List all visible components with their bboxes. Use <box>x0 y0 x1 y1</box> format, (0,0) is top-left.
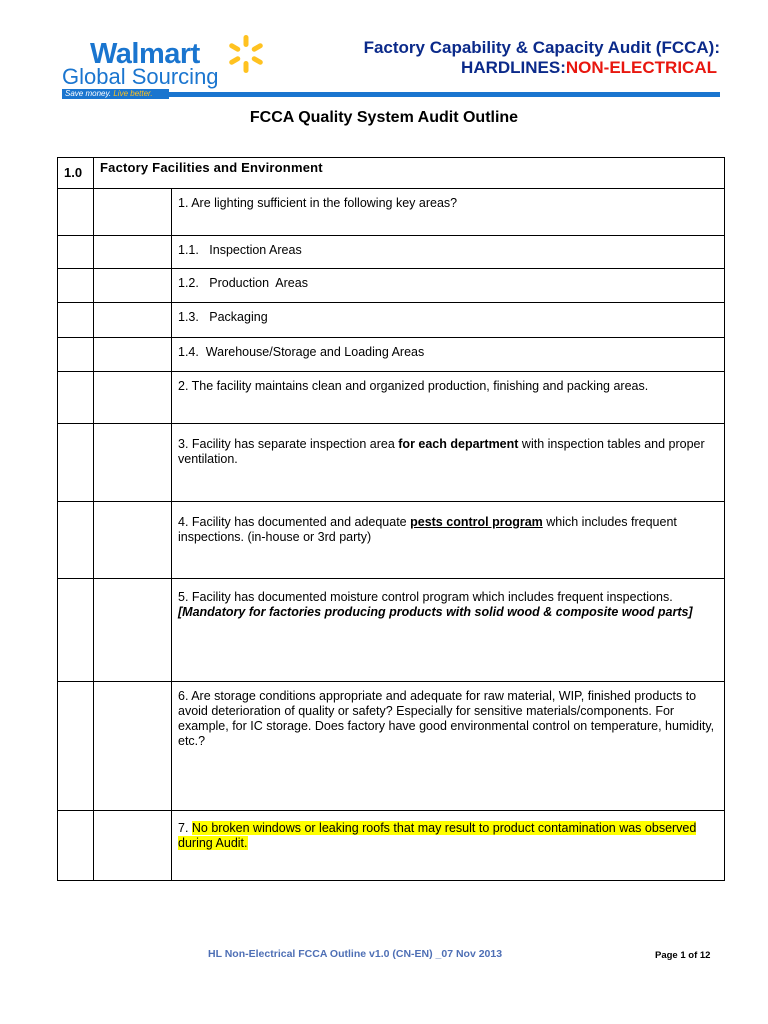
brand-name: Walmart <box>90 38 200 70</box>
document-title: FCCA Quality System Audit Outline <box>249 109 519 126</box>
table-row <box>58 424 725 502</box>
header-title: Factory Capability & Capacity Audit (FCCA): <box>363 38 720 57</box>
table-row <box>58 811 725 881</box>
footer-doc-ref: HL Non-Electrical FCCA Outline v1.0 (CN-EN) _07 Nov 2013 <box>208 948 503 960</box>
table-row <box>58 189 725 236</box>
question-1: 1. Are lighting sufficient in the following key areas? <box>172 189 725 236</box>
table-row <box>58 372 725 424</box>
question-1-3: 1.3. Packaging <box>172 303 725 338</box>
table-row <box>58 579 725 682</box>
header-subtitle: HARDLINES:NON-ELECTRICAL <box>461 58 717 77</box>
question-3: 3. Facility has separate inspection area for each department with inspection tables and proper ventilation. <box>172 424 725 502</box>
question-1-4: 1.4. Warehouse/Storage and Loading Areas <box>172 338 725 372</box>
table-row <box>58 682 725 811</box>
table-row <box>58 269 725 303</box>
highlighted-text: No broken windows or leaking roofs that may result to product contamination was observed during Audit. <box>178 821 697 850</box>
question-2: 2. The facility maintains clean and organized production, finishing and packing areas. <box>172 372 725 424</box>
section-header-row <box>58 158 725 189</box>
section-number: 1.0 <box>64 165 83 180</box>
question-7: 7. No broken windows or leaking roofs that may result to product contamination was observed during Audit. <box>172 811 725 881</box>
table-row <box>58 303 725 338</box>
table-row <box>58 502 725 579</box>
table-row <box>58 236 725 269</box>
question-1-1: 1.1. Inspection Areas <box>172 236 725 269</box>
question-5: 5. Facility has documented moisture control program which includes frequent inspections. [Mandatory for factories producing products with solid wood & composite wood parts] <box>172 579 725 682</box>
walmart-spark-icon <box>222 30 270 78</box>
audit-table <box>57 157 725 881</box>
section-title: Factory Facilities and Environment <box>100 160 323 175</box>
page-number: Page 1 of 12 <box>655 950 711 961</box>
table-row <box>58 338 725 372</box>
question-4: 4. Facility has documented and adequate pests control program which includes frequent inspections. (in-house or 3rd party) <box>172 502 725 579</box>
tagline: Save money. Live better. <box>62 89 169 99</box>
question-6: 6. Are storage conditions appropriate and adequate for raw material, WIP, finished products to avoid deterioration of quality or safety? Especially for sensitive materials/components. For example, for IC storage. Does factory have good environmental control on temperature, humidity, etc.? <box>172 682 725 811</box>
question-1-2: 1.2. Production Areas <box>172 269 725 303</box>
sub-brand-name: Global Sourcing <box>62 64 219 89</box>
